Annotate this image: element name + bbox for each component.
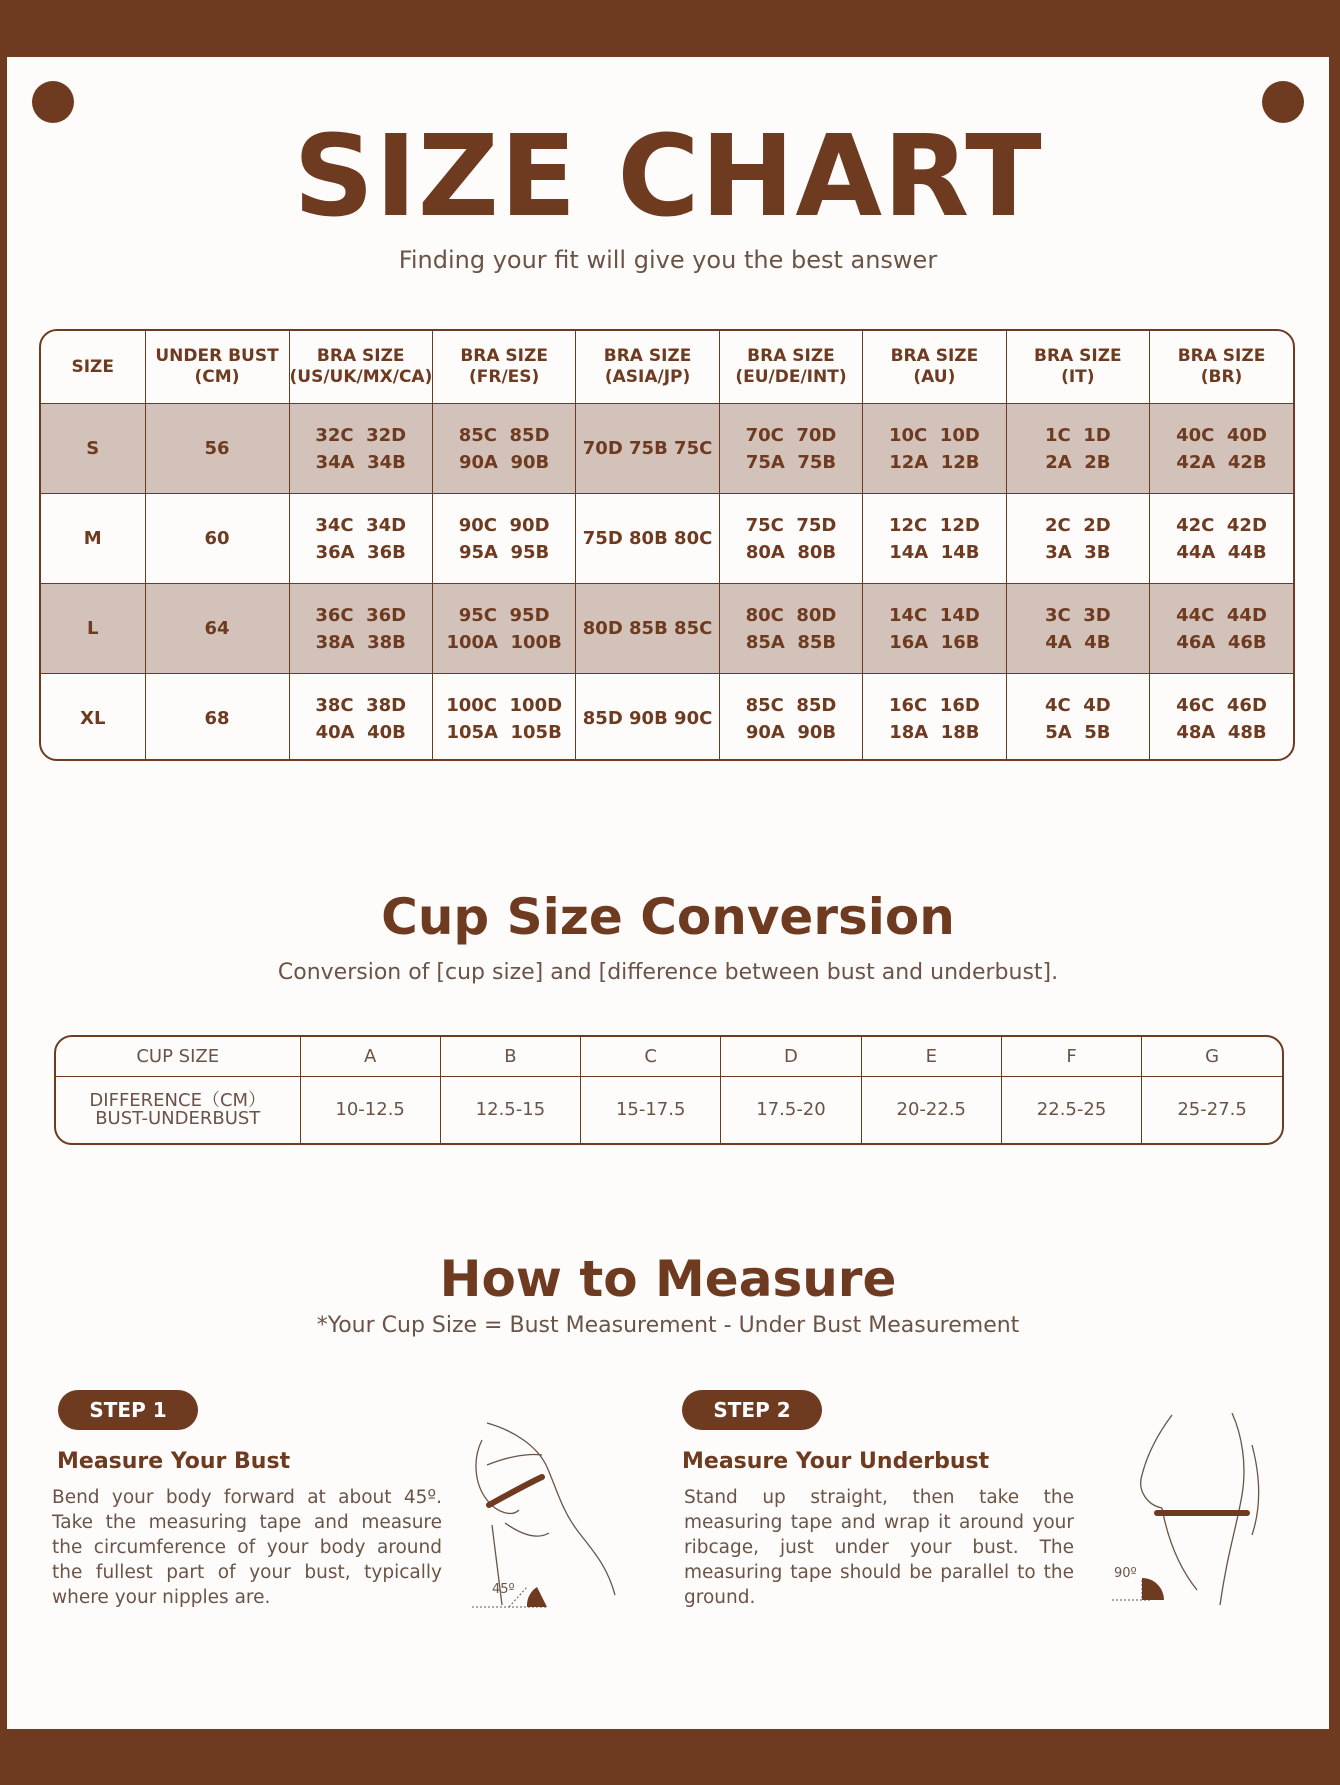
difference-row	[56, 1076, 1282, 1143]
col-header-bra-us: BRA SIZE (US/UK/MX/CA)	[289, 331, 432, 404]
bra-size-cell	[1006, 584, 1149, 674]
bra-size-cell	[432, 584, 575, 674]
bra-size-value: 4A 4B	[1045, 631, 1111, 653]
bra-size-value: 75A 75B	[745, 451, 837, 473]
bra-size-value: 36C 36D	[315, 604, 407, 626]
size-row-xl	[41, 674, 1293, 762]
size-table-header-row	[41, 331, 1293, 404]
bra-size-value: 85A 85B	[745, 631, 837, 653]
bra-size-value: 90A 90B	[745, 721, 837, 743]
bra-size-cell	[1006, 494, 1149, 584]
bra-size-value: 34C 34D	[315, 514, 407, 536]
under-bust-cell: 60	[145, 494, 289, 584]
bra-size-cell	[719, 404, 862, 494]
difference-range-cell: 10-12.5	[300, 1076, 440, 1143]
bra-size-cell	[719, 494, 862, 584]
size-chart-sheet	[7, 57, 1329, 1729]
bra-size-cell	[863, 584, 1006, 674]
col-header-bra-au: BRA SIZE (AU)	[863, 331, 1006, 404]
bra-size-cell	[289, 404, 432, 494]
cup-conversion-table	[54, 1035, 1284, 1145]
difference-label: DIFFERENCE（CM） BUST-UNDERBUST	[56, 1076, 300, 1143]
page-subtitle: Finding your fit will give you the best answer	[398, 246, 938, 274]
under-bust-cell: 64	[145, 584, 289, 674]
bra-size-value: 48A 48B	[1176, 721, 1267, 743]
difference-range-cell: 20-22.5	[861, 1076, 1001, 1143]
step-1-heading: Measure Your Bust	[57, 1449, 291, 1474]
step-1-angle-label: 45º	[492, 1582, 515, 1597]
step-2-description: Stand up straight, then take the measuring tape and wrap it around your ribcage, just under your bust. The measuring tape should be parallel to the ground.	[684, 1487, 1074, 1608]
cup-conversion-subtitle: Conversion of [cup size] and [difference between bust and underbust].	[277, 960, 1059, 985]
col-header-bra-fr: BRA SIZE (FR/ES)	[432, 331, 575, 404]
cup-letter-cell: B	[440, 1037, 580, 1076]
bra-size-cell	[863, 494, 1006, 584]
size-row-l	[41, 584, 1293, 674]
bra-size-cell	[863, 404, 1006, 494]
step-1-description: Bend your body forward at about 45º. Take the measuring tape and measure the circumference of your body around the fullest part of your bust, typically where your nipples are.	[52, 1487, 442, 1608]
step-1-badge: STEP 1	[58, 1390, 198, 1430]
bra-size-value: 4C 4D	[1044, 694, 1111, 716]
step-2-badge: STEP 2	[682, 1390, 822, 1430]
bra-size-cell	[1150, 584, 1293, 674]
difference-range-cell: 12.5-15	[440, 1076, 580, 1143]
bra-size-value: 36A 36B	[315, 541, 406, 563]
bra-size-value: 105A 105B	[446, 721, 562, 743]
bra-size-cell	[432, 494, 575, 584]
bra-size-value: 2A 2B	[1045, 451, 1111, 473]
cup-conversion-title: Cup Size Conversion	[381, 888, 955, 946]
how-to-measure-title: How to Measure	[439, 1250, 897, 1308]
col-header-size: SIZE	[71, 356, 114, 377]
bra-size-value: 32C 32D	[315, 424, 407, 446]
bra-size-value: 46C 46D	[1176, 694, 1267, 716]
bra-size-value: 85D 90B 90C	[582, 708, 713, 729]
bra-size-cell	[719, 674, 862, 762]
bust-measure-illustration	[467, 1415, 642, 1615]
bra-size-value: 14A 14B	[889, 541, 980, 563]
bra-size-cell	[289, 494, 432, 584]
bra-size-cell	[289, 674, 432, 762]
cup-letter-cell: F	[1001, 1037, 1141, 1076]
bra-size-value: 85C 85D	[745, 694, 837, 716]
size-cell: M	[41, 494, 145, 584]
col-header-under-bust: UNDER BUST (CM)	[145, 331, 289, 404]
bra-size-value: 3C 3D	[1044, 604, 1111, 626]
bra-size-value: 80C 80D	[745, 604, 837, 626]
difference-range-cell: 22.5-25	[1001, 1076, 1141, 1143]
bra-size-value: 75D 80B 80C	[582, 528, 713, 549]
bra-size-value: 18A 18B	[889, 721, 980, 743]
bra-size-value: 16A 16B	[889, 631, 980, 653]
bra-size-value: 95C 95D	[458, 604, 550, 626]
bra-size-cell	[1006, 404, 1149, 494]
bra-size-value: 10C 10D	[889, 424, 980, 446]
cup-letter-cell: A	[300, 1037, 440, 1076]
difference-range-cell: 15-17.5	[581, 1076, 721, 1143]
bra-size-value: 5A 5B	[1045, 721, 1111, 743]
bra-size-value: 44C 44D	[1176, 604, 1267, 626]
bra-size-value: 1C 1D	[1044, 424, 1111, 446]
size-cell: XL	[41, 674, 145, 762]
size-row-s	[41, 404, 1293, 494]
bra-size-value: 44A 44B	[1176, 541, 1267, 563]
bra-size-value: 2C 2D	[1044, 514, 1111, 536]
bra-size-cell	[432, 404, 575, 494]
col-header-bra-it: BRA SIZE (IT)	[1006, 331, 1149, 404]
size-cell: S	[41, 404, 145, 494]
step-2-heading: Measure Your Underbust	[682, 1449, 990, 1474]
bra-size-value: 80A 80B	[745, 541, 837, 563]
bra-size-cell	[863, 674, 1006, 762]
cup-size-label: CUP SIZE	[136, 1045, 220, 1067]
bra-size-value: 70D 75B 75C	[582, 438, 713, 459]
bra-size-value: 3A 3B	[1045, 541, 1111, 563]
size-row-m	[41, 494, 1293, 584]
col-header-bra-br: BRA SIZE (BR)	[1150, 331, 1293, 404]
bra-size-value: 40A 40B	[315, 721, 406, 743]
size-cell: L	[41, 584, 145, 674]
bra-size-value: 100C 100D	[446, 694, 563, 716]
bra-size-cell	[1150, 674, 1293, 762]
bra-size-value: 85C 85D	[458, 424, 550, 446]
bra-size-cell	[719, 584, 862, 674]
bra-size-value: 42A 42B	[1176, 451, 1267, 473]
under-bust-cell: 68	[145, 674, 289, 762]
bra-size-value: 12A 12B	[889, 451, 980, 473]
bra-size-value: 42C 42D	[1176, 514, 1267, 536]
bra-size-value: 46A 46B	[1176, 631, 1267, 653]
cup-letter-cell: E	[861, 1037, 1001, 1076]
bra-size-value: 38A 38B	[315, 631, 406, 653]
bra-size-cell	[289, 584, 432, 674]
cup-letter-cell: C	[581, 1037, 721, 1076]
difference-range-cell: 17.5-20	[721, 1076, 861, 1143]
bra-size-cell	[576, 584, 719, 674]
bra-size-cell	[576, 404, 719, 494]
bra-size-value: 95A 95B	[458, 541, 550, 563]
bra-size-value: 40C 40D	[1176, 424, 1267, 446]
bra-size-value: 14C 14D	[889, 604, 980, 626]
bra-size-value: 34A 34B	[315, 451, 406, 473]
bra-size-value: 70C 70D	[745, 424, 837, 446]
step-2-angle-label: 90º	[1114, 1566, 1137, 1581]
col-header-bra-asia: BRA SIZE (ASIA/JP)	[576, 331, 719, 404]
difference-range-cell: 25-27.5	[1142, 1076, 1282, 1143]
cup-size-row	[56, 1037, 1282, 1076]
col-header-bra-eu: BRA SIZE (EU/DE/INT)	[719, 331, 862, 404]
bra-size-value: 12C 12D	[889, 514, 980, 536]
bra-size-cell	[1150, 404, 1293, 494]
bra-size-cell	[1006, 674, 1149, 762]
bra-size-cell	[576, 494, 719, 584]
bra-size-value: 80D 85B 85C	[582, 618, 713, 639]
bra-size-value: 90C 90D	[458, 514, 550, 536]
page-title: SIZE CHART	[293, 112, 1043, 242]
bra-size-value: 90A 90B	[458, 451, 550, 473]
bra-size-cell	[432, 674, 575, 762]
under-bust-cell: 56	[145, 404, 289, 494]
bra-size-cell	[576, 674, 719, 762]
size-chart-table	[39, 329, 1295, 761]
cup-letter-cell: D	[721, 1037, 861, 1076]
cup-letter-cell: G	[1142, 1037, 1282, 1076]
bra-size-value: 16C 16D	[889, 694, 980, 716]
bra-size-cell	[1150, 494, 1293, 584]
bra-size-value: 75C 75D	[745, 514, 837, 536]
cup-size-formula-note: *Your Cup Size = Bust Measurement - Under Bust Measurement	[316, 1313, 1020, 1338]
bra-size-value: 100A 100B	[446, 631, 562, 653]
underbust-measure-illustration	[1102, 1405, 1302, 1615]
bra-size-value: 38C 38D	[315, 694, 407, 716]
